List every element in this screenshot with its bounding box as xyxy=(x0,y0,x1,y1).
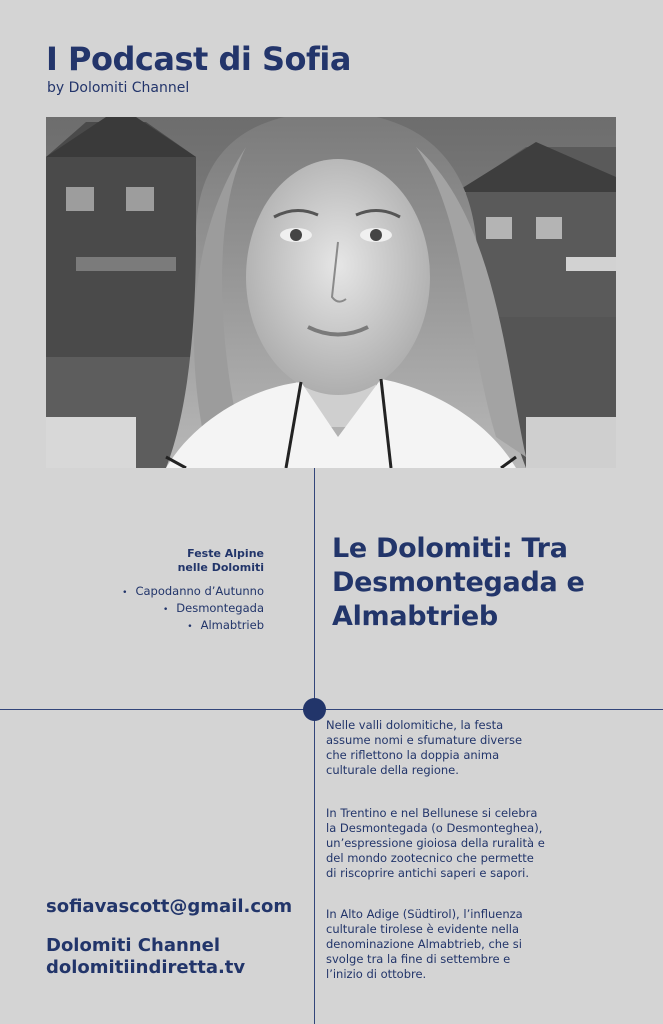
list-item: • Almabtrieb xyxy=(44,618,264,635)
divider-dot xyxy=(303,698,326,721)
contact-email[interactable]: sofiavascott@gmail.com xyxy=(46,896,293,917)
channel-name: Dolomiti Channel xyxy=(46,935,220,956)
festivals-heading-line2: nelle Dolomiti xyxy=(177,561,264,574)
article-headline: Le Dolomiti: Tra Desmontegada e Almabtrieb xyxy=(332,533,585,632)
article-paragraph-2: In Trentino e nel Bellunese si celebra la Desmontegada (o Desmonteghea), un’espressione gioiosa della ruralità e del mondo zootecnico che permette di riscoprire antichi saperi e sapori. xyxy=(326,806,545,880)
contact-channel xyxy=(46,935,245,979)
festivals-heading xyxy=(64,547,264,575)
channel-website[interactable]: dolomitiindiretta.tv xyxy=(46,957,246,978)
festivals-list xyxy=(44,584,264,635)
article-paragraph-3: In Alto Adige (Südtirol), l’influenza culturale tirolese è evidente nella denominazione Almabtrieb, che si svolge tra la fine di settembre e l’inizio di ottobre. xyxy=(326,907,523,981)
festivals-heading-line1: Feste Alpine xyxy=(187,547,264,560)
article-paragraph-1: Nelle valli dolomitiche, la festa assume nomi e sfumature diverse che riflettono la doppia anima culturale della regione. xyxy=(326,718,523,777)
list-item: • Desmontegada xyxy=(44,601,264,618)
portrait-photo xyxy=(46,117,616,468)
vertical-divider xyxy=(314,468,315,1024)
horizontal-divider xyxy=(0,709,663,710)
page-title: I Podcast di Sofia xyxy=(46,40,351,78)
page-subtitle: by Dolomiti Channel xyxy=(47,80,190,96)
list-item: • Capodanno d’Autunno xyxy=(44,584,264,601)
